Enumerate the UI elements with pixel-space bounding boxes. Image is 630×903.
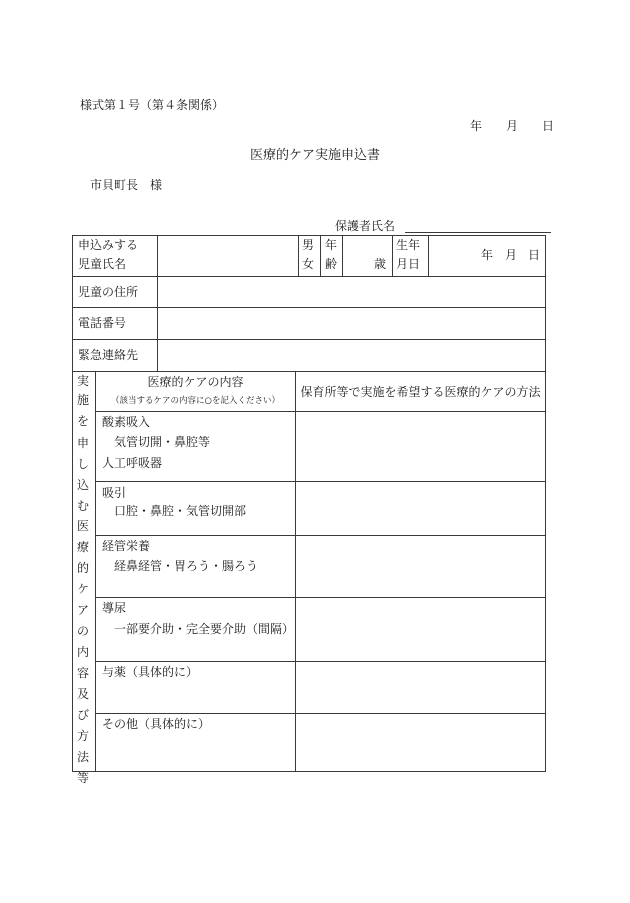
vertical-char: の <box>76 624 89 638</box>
method-field-respiratory[interactable] <box>296 412 545 481</box>
child-name-label-line2: 児童氏名 <box>78 257 127 271</box>
care-method-header: 保育所等で実施を希望する医療的ケアの方法 <box>300 385 541 399</box>
vertical-char: 施 <box>76 393 89 407</box>
sex-male-option[interactable]: 男 <box>302 238 315 252</box>
date-year-label: 年 <box>470 119 483 133</box>
child-name-field[interactable] <box>158 236 298 276</box>
birth-year-label: 年 <box>481 248 494 262</box>
method-field-catheterization[interactable] <box>296 598 545 661</box>
vertical-char: 療 <box>76 540 89 554</box>
vertical-char: む <box>76 499 89 513</box>
method-field-medication[interactable] <box>296 662 545 713</box>
emergency-contact-field[interactable] <box>158 340 545 371</box>
address-label: 児童の住所 <box>78 285 139 299</box>
vertical-char: 法 <box>76 750 89 764</box>
care-item-catheterization-detail[interactable]: 一部要介助・完全要介助（間隔） <box>114 622 295 636</box>
care-item-tube-feeding-detail[interactable]: 経鼻経管・胃ろう・腸ろう <box>114 559 259 573</box>
phone-field[interactable] <box>158 308 545 339</box>
sex-female-option[interactable]: 女 <box>302 257 315 271</box>
vertical-char: 医 <box>76 519 89 533</box>
birth-label-line1: 生年 <box>396 238 421 252</box>
care-content-note: （該当するケアの内容に○を記入ください） <box>111 396 280 406</box>
care-item-tube-feeding[interactable]: 経管栄養 <box>102 539 151 553</box>
method-field-suction[interactable] <box>296 482 545 535</box>
guardian-name-field[interactable] <box>405 232 551 233</box>
care-item-suction-detail[interactable]: 口腔・鼻腔・気管切開部 <box>114 504 247 518</box>
method-field-tube-feeding[interactable] <box>296 536 545 597</box>
vertical-char: 申 <box>76 436 89 450</box>
care-item-tracheostomy[interactable]: 気管切開・鼻腔等 <box>114 435 211 449</box>
age-unit: 歳 <box>374 257 387 271</box>
guardian-name-label: 保護者氏名 <box>335 219 396 233</box>
birth-label-line2: 月日 <box>396 257 421 271</box>
vertical-char: 的 <box>76 561 89 575</box>
child-name-label-line1: 申込みする <box>78 238 139 252</box>
birth-month-label: 月 <box>505 248 518 262</box>
vertical-char: 等 <box>76 771 89 785</box>
vertical-char: び <box>76 708 89 722</box>
address-field[interactable] <box>158 277 545 307</box>
date-month-label: 月 <box>506 119 519 133</box>
care-item-suction[interactable]: 吸引 <box>102 486 127 500</box>
vertical-char: 実 <box>76 374 89 388</box>
vertical-char: 内 <box>76 645 89 659</box>
document-title: 医療的ケア実施申込書 <box>249 148 380 163</box>
date-day-label: 日 <box>542 119 555 133</box>
age-label-line1: 年 <box>325 238 338 252</box>
age-field[interactable] <box>343 236 373 276</box>
vertical-char: 方 <box>76 729 89 743</box>
addressee: 市貝町長 様 <box>90 178 163 192</box>
vertical-char: 容 <box>76 666 89 680</box>
emergency-contact-label: 緊急連絡先 <box>78 348 139 362</box>
birth-day-label: 日 <box>528 248 541 262</box>
care-item-medication[interactable]: 与薬（具体的に） <box>102 665 199 679</box>
age-label-line2: 齢 <box>325 257 338 271</box>
method-field-other[interactable] <box>296 714 545 771</box>
care-item-catheterization[interactable]: 導尿 <box>102 601 127 615</box>
care-item-other[interactable]: その他（具体的に） <box>102 717 211 731</box>
vertical-char: し <box>76 457 89 471</box>
form-number: 様式第１号（第４条関係） <box>80 98 225 112</box>
phone-label: 電話番号 <box>78 316 127 330</box>
vertical-char: を <box>76 414 89 428</box>
care-item-ventilator[interactable]: 人工呼吸器 <box>102 456 163 470</box>
vertical-char: 込 <box>76 478 89 492</box>
care-item-oxygen[interactable]: 酸素吸入 <box>102 415 151 429</box>
vertical-char: 及 <box>76 687 89 701</box>
care-content-header: 医療的ケアの内容 <box>147 375 244 389</box>
vertical-char: ケ <box>76 582 89 596</box>
vertical-char: ア <box>76 603 89 617</box>
